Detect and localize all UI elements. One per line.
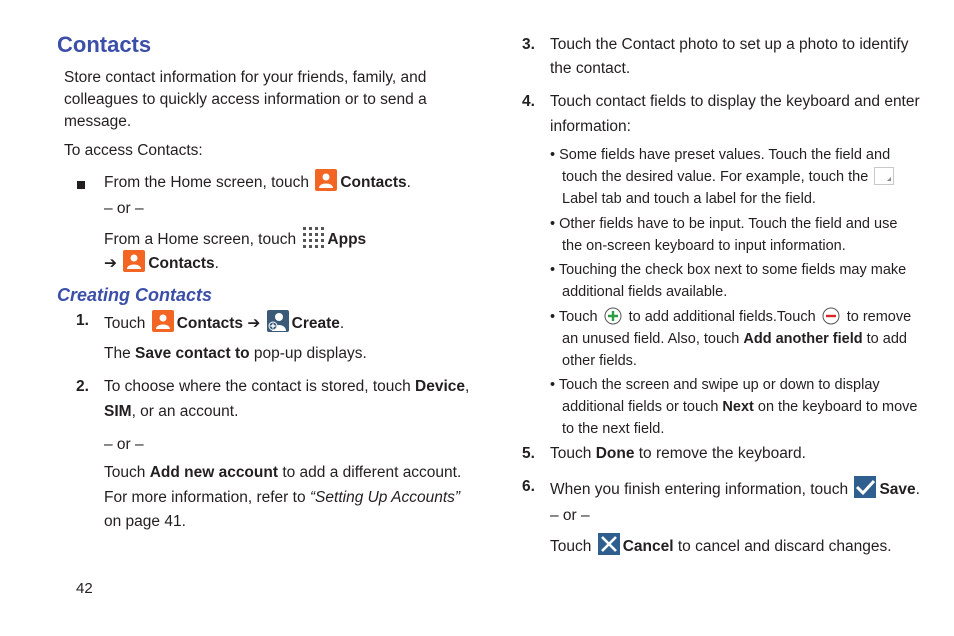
period: . — [915, 481, 920, 498]
apps-label: Apps — [327, 231, 367, 248]
contacts-icon — [315, 169, 337, 191]
step-number: 1. — [76, 312, 89, 329]
step-text: To choose where the contact is stored, touch — [104, 378, 411, 395]
intro-line-1: Store contact information for your friends, family, and — [64, 69, 427, 86]
step-text: When you finish entering information, touch — [550, 481, 849, 498]
bullet-1-line-1: • Some fields have preset values. Touch the field and — [550, 147, 891, 163]
note-text: The — [104, 345, 131, 362]
step-number: 4. — [522, 93, 535, 110]
arrow: ➔ — [104, 255, 117, 272]
contacts-label: Contacts — [340, 174, 407, 191]
alt-text: From a Home screen, touch — [104, 231, 297, 248]
add-another-field-label: Add another field — [743, 331, 863, 347]
bullet-3-line-1: • Touching the check box next to some fields may make — [550, 262, 907, 278]
step-text: Touch — [104, 315, 146, 332]
or-separator: – or – — [104, 436, 144, 453]
step-text: to cancel and discard changes. — [677, 538, 892, 555]
alt-contacts-line — [104, 250, 219, 275]
step-1-note — [104, 343, 367, 365]
step-3-line-1: Touch the Contact photo to set up a photo to identify — [550, 36, 909, 53]
add-new-account-label: Add new account — [149, 464, 279, 481]
remove-field-icon — [822, 307, 840, 325]
bullet-5-line-1: • Touch the screen and swipe up or down to display — [550, 377, 880, 393]
section-subtitle: Creating Contacts — [57, 285, 213, 305]
page-number: 42 — [76, 580, 93, 597]
step-text: Touch — [550, 538, 592, 555]
period: . — [406, 174, 411, 191]
step-text: to add a different account. — [282, 464, 462, 481]
alt-home-apps — [104, 226, 366, 251]
contacts-icon — [123, 250, 145, 272]
square-bullet-icon — [77, 174, 85, 196]
step-text: to remove the keyboard. — [638, 445, 806, 462]
contacts-label: Contacts — [176, 315, 244, 332]
bullet-text: on the keyboard to move — [757, 399, 918, 415]
bullet-text: to add — [866, 331, 907, 347]
step-2-line-2 — [104, 401, 238, 423]
label-tab-icon — [874, 167, 894, 185]
bullet-4-line-2 — [562, 328, 907, 350]
setting-up-accounts-link[interactable]: “Setting Up Accounts” — [309, 489, 461, 506]
bullet-4-line-1 — [550, 306, 911, 328]
bullet-text: touch the desired value. For example, touch the — [562, 169, 869, 185]
step-text: For more information, refer to — [104, 489, 306, 506]
step-3-line-2: the contact. — [550, 60, 631, 77]
device-label: Device — [415, 378, 466, 395]
bullet-5-line-3: to the next field. — [562, 421, 665, 437]
step-number: 5. — [522, 445, 535, 462]
step-number: 3. — [522, 36, 535, 53]
step-6 — [550, 476, 920, 501]
bullet-5-line-2 — [562, 396, 918, 418]
save-label: Save — [879, 481, 916, 498]
or-separator: – or – — [550, 507, 590, 524]
create-label: Create — [291, 315, 340, 332]
bullet-2-line-1: • Other fields have to be input. Touch the field and use — [550, 216, 898, 232]
bullet-4-line-3: other fields. — [562, 353, 637, 369]
step-4-line-1: Touch contact fields to display the keyboard and enter — [550, 93, 920, 110]
add-field-icon — [604, 307, 622, 325]
period: . — [214, 255, 219, 272]
cancel-x-icon — [598, 533, 620, 555]
sim-label: SIM — [104, 403, 132, 420]
step-number: 2. — [76, 378, 89, 395]
step-4-line-2: information: — [550, 118, 631, 135]
step-2-alt — [104, 462, 461, 484]
contacts-label: Contacts — [148, 255, 215, 272]
bullet-2-line-2: the on-screen keyboard to input information. — [562, 238, 846, 254]
intro-line-3: message. — [64, 113, 132, 130]
access-label: To access Contacts: — [64, 142, 203, 159]
step-number: 6. — [522, 478, 535, 495]
step-2-ref — [104, 487, 460, 509]
done-label: Done — [595, 445, 635, 462]
intro-line-2: colleagues to quickly access information or to send a — [64, 91, 427, 108]
bullet-home-contacts — [104, 169, 411, 194]
bullet-text: • Touch — [550, 309, 598, 325]
step-text: Touch — [104, 464, 146, 481]
cancel-label: Cancel — [622, 538, 674, 555]
step-text: , or an account. — [131, 403, 239, 420]
period: . — [339, 315, 345, 332]
step-text: Touch — [550, 445, 592, 462]
bullet-text: to remove — [846, 309, 912, 325]
step-2-line-1 — [104, 376, 469, 398]
bullet-3-line-2: additional fields available. — [562, 284, 728, 300]
step-2-ref-page: on page 41. — [104, 513, 186, 530]
save-contact-to-label: Save contact to — [135, 345, 250, 362]
create-contact-icon — [267, 310, 289, 332]
page-title: Contacts — [57, 32, 152, 57]
step-5 — [550, 443, 806, 465]
bullet-text: additional fields or touch — [562, 399, 719, 415]
bullet-text: an unused field. Also, touch — [562, 331, 740, 347]
bullet-text: to add additional fields.Touch — [628, 309, 816, 325]
comma: , — [465, 378, 470, 395]
save-check-icon — [854, 476, 876, 498]
bullet-1-line-3: Label tab and touch a label for the field. — [562, 191, 816, 207]
note-text: pop-up displays. — [253, 345, 367, 362]
bullet-text: From the Home screen, touch — [104, 174, 310, 191]
arrow: ➔ — [247, 315, 261, 332]
apps-icon — [302, 226, 324, 248]
step-1 — [104, 310, 344, 335]
contacts-icon — [152, 310, 174, 332]
step-6-alt — [550, 533, 892, 558]
next-label: Next — [722, 399, 754, 415]
or-separator: – or – — [104, 200, 144, 217]
bullet-1-line-2 — [562, 166, 897, 188]
